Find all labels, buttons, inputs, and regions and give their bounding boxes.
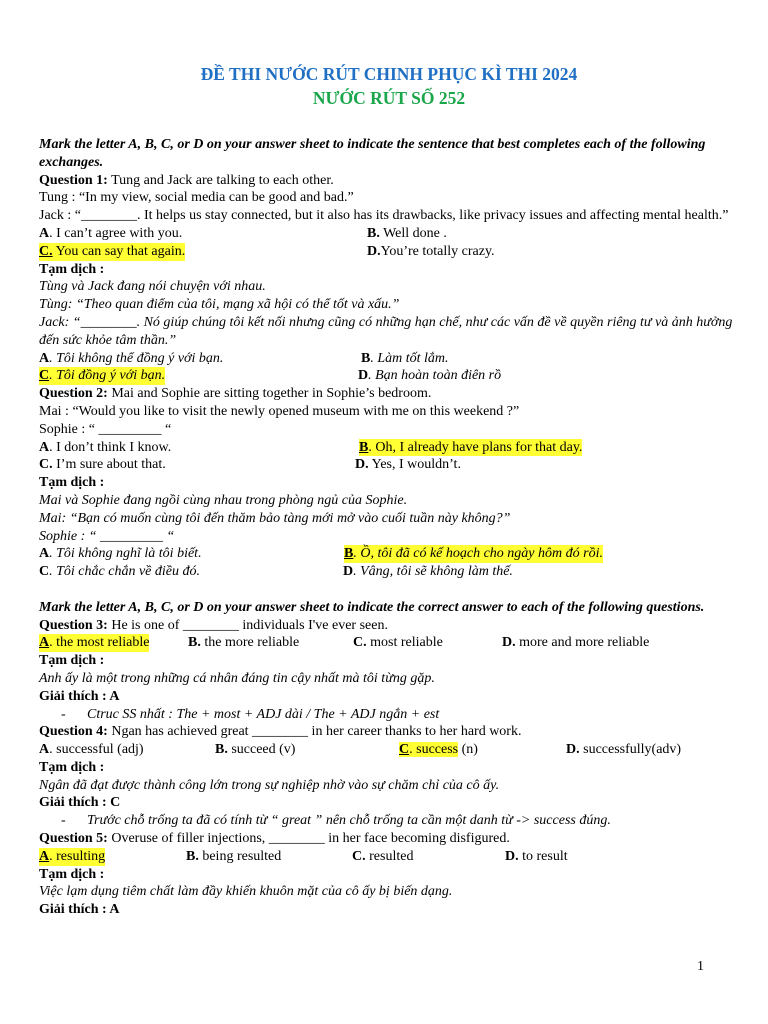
q1-context: Question 1: Tung and Jack are talking to each other. — [39, 172, 334, 188]
q3-options — [39, 634, 739, 652]
q1-option-b: B. Well done . — [367, 225, 447, 241]
q3-option-c: C. most reliable — [353, 635, 443, 651]
q5-option-c: C. resulted — [352, 848, 414, 864]
q3-explanation: - Ctruc SS nhất : The + most + ADJ dài / The + ADJ ngắn + est — [61, 706, 440, 722]
exam-title: ĐỀ THI NƯỚC RÚT CHINH PHỤC KÌ THI 2024 — [200, 64, 578, 84]
q2-translation-option-d: D. Vâng, tôi sẽ không làm thế. — [343, 564, 513, 580]
q4-translation: Ngân đã đạt được thành công lớn trong sự nghiệp nhờ vào sự chăm chỉ của cô ấy. — [39, 777, 500, 793]
q2-translation-context: Mai và Sophie đang ngồi cùng nhau trong phòng ngủ của Sophie. — [39, 492, 408, 508]
q2-translation-options-row2 — [39, 563, 739, 581]
q4-explanation: - Trước chỗ trống ta đã có tính từ “ great ” nên chỗ trống ta cần một danh từ -> success đúng. — [61, 813, 611, 829]
q3-translation-label: Tạm dịch : — [39, 653, 105, 669]
q1-option-a: A. I can’t agree with you. — [39, 225, 183, 241]
q1-translation-line2: Jack: “________. Nó giúp chúng tôi kết nối nhưng cũng có những hạn chế, như các vấn đề về quyền riêng tư và ảnh hưởng đến sức khỏe tâm thần.” — [39, 314, 733, 348]
q3-option-a: A. the most reliable — [39, 635, 150, 651]
q2-translation-option-a: A. Tôi không nghĩ là tôi biết. — [39, 546, 202, 562]
q1-translation-option-a: A. Tôi không thể đồng ý với bạn. — [39, 350, 224, 366]
q1-options-row2 — [39, 243, 739, 261]
q2-option-c: C. I’m sure about that. — [39, 457, 166, 473]
section1-instruction: Mark the letter A, B, C, or D on your answer sheet to indicate the sentence that best completes each of the following exchanges. — [39, 137, 706, 170]
q5-option-b: B. being resulted — [186, 848, 282, 864]
q1-translation-option-c: C. Tôi đồng ý với bạn. — [39, 368, 166, 384]
q1-translation-context: Tùng và Jack đang nói chuyện với nhau. — [39, 279, 266, 295]
q2-translation-line2: Sophie : “ _________ “ — [39, 528, 175, 544]
q1-translation-label: Tạm dịch : — [39, 261, 105, 277]
q2-translation-line1: Mai: “Bạn có muốn cùng tôi đến thăm bảo tàng mới mở vào cuối tuần này không?” — [39, 510, 511, 526]
section-spacer — [39, 581, 739, 599]
q1-translation-option-b: B. Làm tốt lắm. — [361, 350, 449, 366]
q3-option-b: B. the more reliable — [188, 635, 300, 651]
q3-stem: Question 3: He is one of ________ individuals I've ever seen. — [39, 617, 388, 633]
q5-option-d: D. to result — [505, 848, 568, 864]
page-number: 1 — [697, 959, 704, 974]
q2-translation-options-row1 — [39, 545, 739, 563]
q4-translation-label: Tạm dịch : — [39, 759, 105, 775]
q5-options — [39, 848, 739, 866]
q5-stem: Question 5: Overuse of filler injections, ________ in her face becoming disfigured. — [39, 831, 510, 847]
q3-explanation-label: Giải thích : A — [39, 688, 120, 704]
q4-option-c: C. success (n) — [399, 742, 478, 758]
q5-translation: Việc lạm dụng tiêm chất làm đầy khiến khuôn mặt của cô ấy bị biến dạng. — [39, 884, 453, 900]
q5-translation-label: Tạm dịch : — [39, 866, 105, 882]
q1-line1: Tung : “In my view, social media can be good and bad.” — [39, 190, 354, 206]
q1-line2: Jack : “________. It helps us stay connected, but it also has its drawbacks, like privacy issues and affecting mental health.” — [39, 208, 729, 224]
q4-option-b: B. succeed (v) — [215, 742, 296, 758]
q1-option-c: C. You can say that again. — [39, 243, 186, 259]
q3-translation: Anh ấy là một trong những cá nhân đáng tin cậy nhất mà tôi từng gặp. — [39, 670, 435, 686]
q4-option-d: D. successfully(adv) — [566, 742, 682, 758]
q2-translation-option-c: C. Tôi chắc chắn về điều đó. — [39, 564, 200, 580]
q1-option-d: D.You’re totally crazy. — [367, 243, 495, 259]
q2-line1: Mai : “Would you like to visit the newly opened museum with me on this weekend ?” — [39, 403, 520, 419]
q2-options-row1 — [39, 439, 739, 457]
q2-line2: Sophie : “ _________ “ — [39, 421, 172, 437]
q5-option-a: A. resulting — [39, 848, 106, 864]
document-page — [39, 62, 739, 919]
q1-translation-line1: Tùng: “Theo quan điểm của tôi, mạng xã hội có thể tốt và xấu.” — [39, 297, 400, 313]
q2-option-a: A. I don’t think I know. — [39, 439, 172, 455]
q2-context: Question 2: Mai and Sophie are sitting together in Sophie’s bedroom. — [39, 386, 432, 402]
q2-translation-option-b: B. Ồ, tôi đã có kế hoạch cho ngày hôm đó rồi. — [344, 546, 603, 562]
q4-stem: Question 4: Ngan has achieved great ________ in her career thanks to her hard work. — [39, 724, 522, 740]
section2-instruction: Mark the letter A, B, C, or D on your answer sheet to indicate the correct answer to each of the following questions. — [39, 599, 705, 615]
q1-translation-options-row1 — [39, 350, 739, 368]
q1-translation-options-row2 — [39, 367, 739, 385]
q2-option-b: B. Oh, I already have plans for that day. — [359, 439, 583, 455]
q5-explanation-label: Giải thích : A — [39, 902, 120, 918]
q1-options-row1 — [39, 225, 739, 243]
q4-options — [39, 741, 739, 759]
exam-subtitle: NƯỚC RÚT SỐ 252 — [312, 88, 466, 108]
q2-translation-label: Tạm dịch : — [39, 475, 105, 491]
q3-option-d: D. more and more reliable — [502, 635, 650, 651]
q4-option-a: A. successful (adj) — [39, 742, 144, 758]
q2-options-row2 — [39, 456, 739, 474]
q2-option-d: D. Yes, I wouldn’t. — [355, 457, 461, 473]
q4-explanation-label: Giải thích : C — [39, 795, 121, 811]
q1-translation-option-d: D. Bạn hoàn toàn điên rồ — [358, 368, 502, 384]
